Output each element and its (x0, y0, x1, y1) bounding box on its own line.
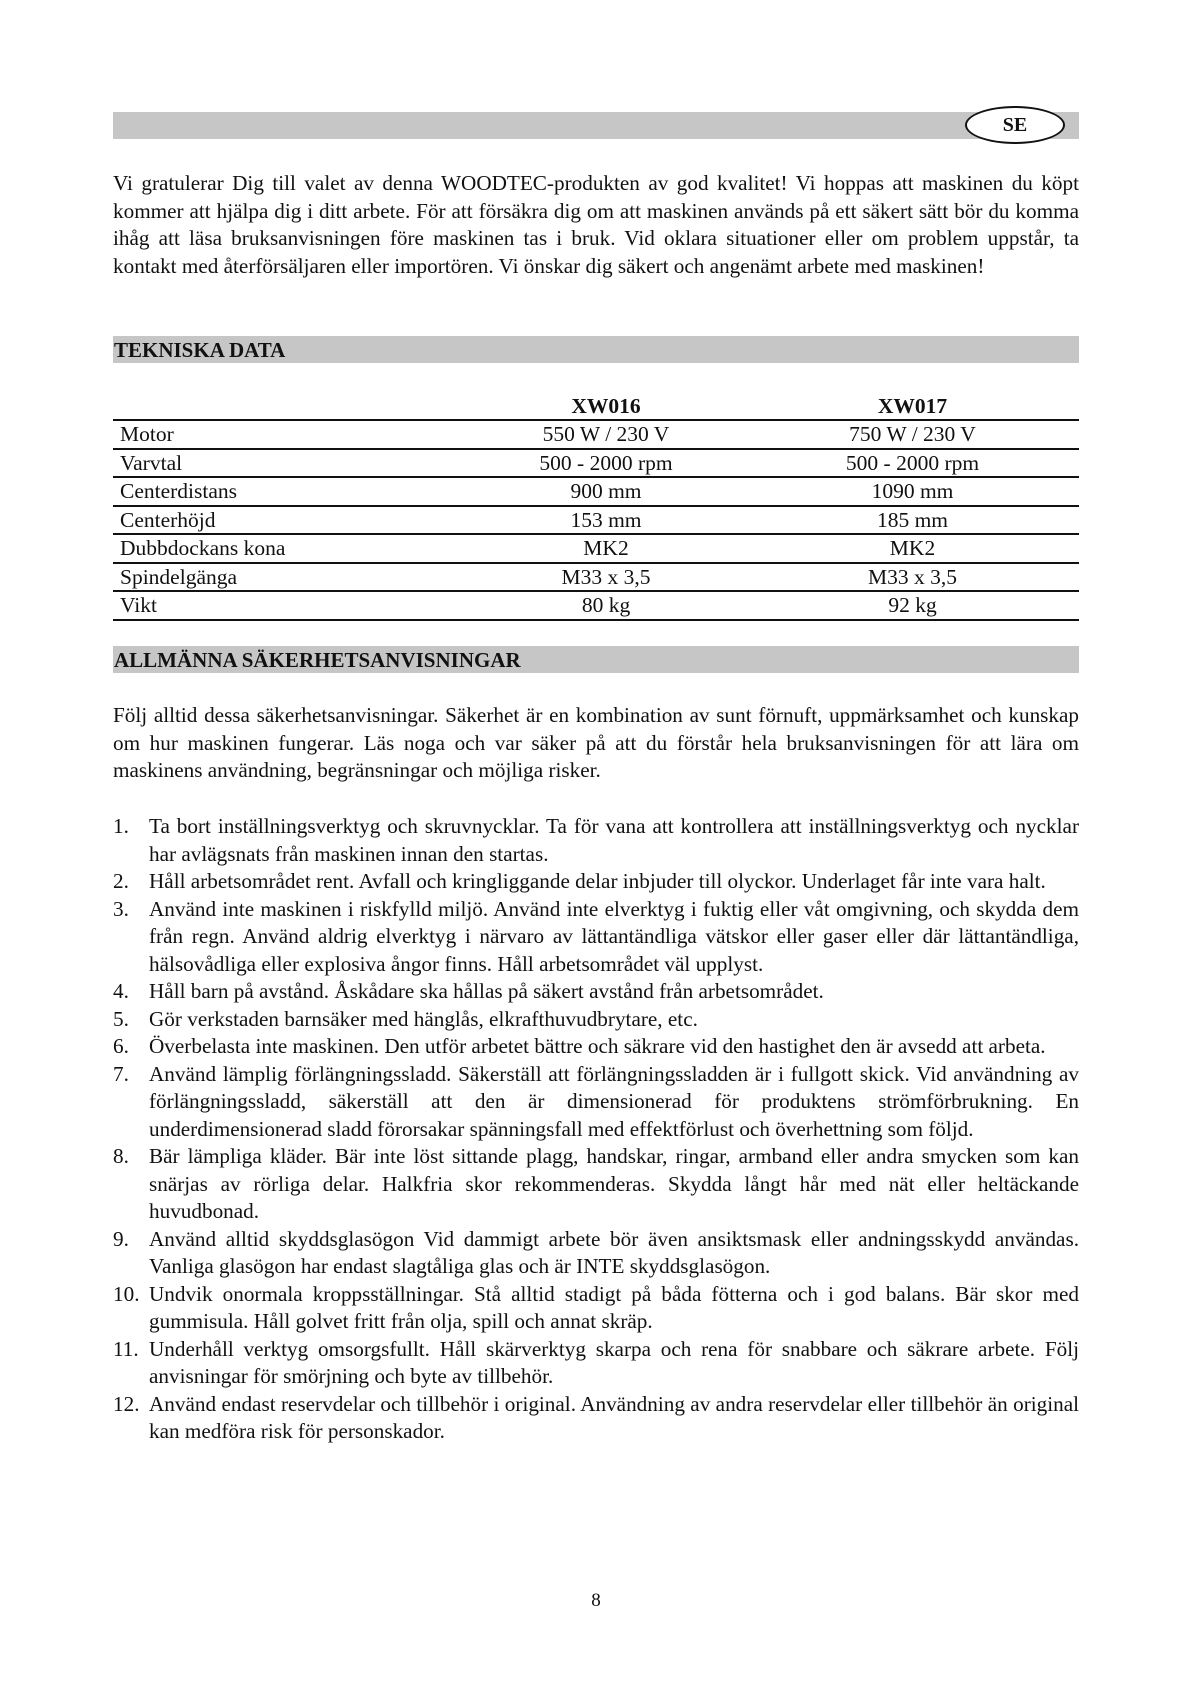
list-item (113, 1006, 1079, 1034)
list-item (113, 896, 1079, 979)
list-item (113, 1336, 1079, 1391)
list-item (113, 1033, 1079, 1061)
table-header-empty (113, 391, 466, 420)
list-item-text: Ta bort inställningsverktyg och skruvnycklar. Ta för vana att kontrollera att inställningsverktyg och nycklar har avlägsnats från maskinen innan den startas. (149, 814, 1079, 866)
row-label: Centerhöjd (113, 506, 466, 535)
list-number: 5. (113, 1006, 129, 1031)
value-xw016: 900 mm (466, 477, 746, 506)
table-row (113, 506, 1079, 535)
list-number: 2. (113, 869, 129, 893)
row-label: Dubbdockans kona (113, 534, 466, 563)
list-item-text: Underhåll verktyg omsorgsfullt. Håll skärverktyg skarpa och rena för snabbare och säkrare arbete. Följ anvisningar för smörjning och byte av tillbehör. (149, 1336, 1079, 1388)
list-item (113, 1226, 1079, 1281)
list-item-text: Använd lämplig förlängningssladd. Säkerställ att förlängningssladden är i fullgott skick. Vid användning av förlängningssladd, säkerställ att den är dimensionerad för produktens strömförbrukning. En underdimensionerad sladd förorsakar spänningsfall med effektförlust och överhettning som följd. (149, 1061, 1079, 1141)
page-number: 8 (591, 1590, 601, 1611)
list-item (113, 1281, 1079, 1336)
list-number: 1. (113, 814, 129, 838)
value-xw017: 185 mm (746, 506, 1079, 535)
list-item (113, 978, 1079, 1006)
language-badge: SE (965, 106, 1065, 144)
value-xw016: M33 x 3,5 (466, 563, 746, 592)
list-item (113, 868, 1079, 896)
safety-intro-paragraph: Följ alltid dessa säkerhetsanvisningar. Säkerhet är en kombination av sunt förnuft, uppmärksamhet och kunskap om hur maskinen fungerar. Läs noga och var säker på att du förstår hela bruksanvisningen för att lära om maskinens användning, begränsningar och möjliga risker. (113, 703, 1079, 782)
value-xw017: 92 kg (746, 591, 1079, 620)
list-item (113, 813, 1079, 868)
table-row (113, 563, 1079, 592)
list-number: 6. (113, 1034, 129, 1058)
table-row (113, 449, 1079, 478)
row-label: Centerdistans (113, 477, 466, 506)
value-xw016: MK2 (466, 534, 746, 563)
list-number: 7. (113, 1061, 129, 1086)
list-number: 4. (113, 979, 129, 1003)
table-row (113, 534, 1079, 563)
table-row (113, 477, 1079, 506)
row-label: Varvtal (113, 449, 466, 478)
list-item-text: Undvik onormala kroppsställningar. Stå alltid stadigt på båda fötterna och i god balans. Bär skor med gummisula. Håll golvet fritt från olja, spill och annat skräp. (149, 1281, 1079, 1333)
table-header-row (113, 391, 1079, 420)
header-bar (113, 112, 1079, 139)
row-label: Motor (113, 420, 466, 449)
list-number: 12. (113, 1391, 140, 1416)
tech-data-table (113, 391, 1079, 621)
row-label: Spindelgänga (113, 563, 466, 592)
list-item-text: Håll arbetsområdet rent. Avfall och kringliggande delar inbjuder till olyckor. Underlaget får inte vara halt. (149, 869, 1046, 893)
tech-data-heading: TEKNISKA DATA (113, 336, 1079, 363)
list-number: 11. (113, 1336, 139, 1361)
list-item-text: Bär lämpliga kläder. Bär inte löst sittande plagg, handskar, ringar, armband eller andra smycken som kan snärjas av rörliga delar. Halkfria skor rekommenderas. Skydda långt hår med nät eller heltäckande huvudbonad. (149, 1144, 1079, 1223)
column-header-xw017: XW017 (746, 391, 1079, 420)
list-item-text: Håll barn på avstånd. Åskådare ska hållas på säkert avstånd från arbetsområdet. (149, 979, 824, 1003)
list-item (113, 1143, 1079, 1226)
row-label: Vikt (113, 591, 466, 620)
list-item-text: Gör verkstaden barnsäker med hänglås, elkrafthuvudbrytare, etc. (149, 1006, 698, 1031)
safety-heading: ALLMÄNNA SÄKERHETSANVISNINGAR (113, 646, 1079, 673)
list-number: 8. (113, 1144, 129, 1168)
list-item (113, 1391, 1079, 1446)
value-xw016: 550 W / 230 V (466, 420, 746, 449)
value-xw017: M33 x 3,5 (746, 563, 1079, 592)
list-number: 3. (113, 896, 129, 921)
value-xw016: 500 - 2000 rpm (466, 449, 746, 478)
list-number: 10. (113, 1281, 140, 1306)
table-row (113, 420, 1079, 449)
list-item-text: Använd inte maskinen i riskfylld miljö. Använd inte elverktyg i fuktig eller våt omgivning, och skydda dem från regn. Använd aldrig elverktyg i närvaro av lättantändliga vätskor eller gaser eller där lättantändliga, hälsovådliga eller explosiva ångor finns. Håll arbetsområdet väl upplyst. (149, 896, 1079, 976)
table-row (113, 591, 1079, 620)
list-number: 9. (113, 1226, 129, 1251)
value-xw016: 80 kg (466, 591, 746, 620)
value-xw017: MK2 (746, 534, 1079, 563)
list-item-text: Använd alltid skyddsglasögon Vid dammigt arbete bör även ansiktsmask eller andningsskydd användas. Vanliga glasögon har endast slagtåliga glas och är INTE skyddsglasögon. (149, 1226, 1079, 1278)
safety-rules-list (113, 813, 1079, 1446)
value-xw016: 153 mm (466, 506, 746, 535)
value-xw017: 1090 mm (746, 477, 1079, 506)
list-item-text: Överbelasta inte maskinen. Den utför arbetet bättre och säkrare vid den hastighet den är avsedd att arbeta. (149, 1034, 1046, 1058)
column-header-xw016: XW016 (466, 391, 746, 420)
list-item (113, 1061, 1079, 1144)
value-xw017: 750 W / 230 V (746, 420, 1079, 449)
intro-paragraph: Vi gratulerar Dig till valet av denna WOODTEC-produkten av god kvalitet! Vi hoppas att maskinen du köpt kommer att hjälpa dig i ditt arbete. För att försäkra dig om att maskinen används på ett säkert sätt bör du komma ihåg att läsa bruksanvisningen före maskinen tas i bruk. Vid oklara situationer eller om problem uppstår, ta kontakt med återförsäljaren eller importören. Vi önskar dig säkert och angenämt arbete med maskinen! (113, 171, 1079, 278)
value-xw017: 500 - 2000 rpm (746, 449, 1079, 478)
list-item-text: Använd endast reservdelar och tillbehör i original. Användning av andra reservdelar eller tillbehör än original kan medföra risk för personskador. (149, 1391, 1079, 1443)
